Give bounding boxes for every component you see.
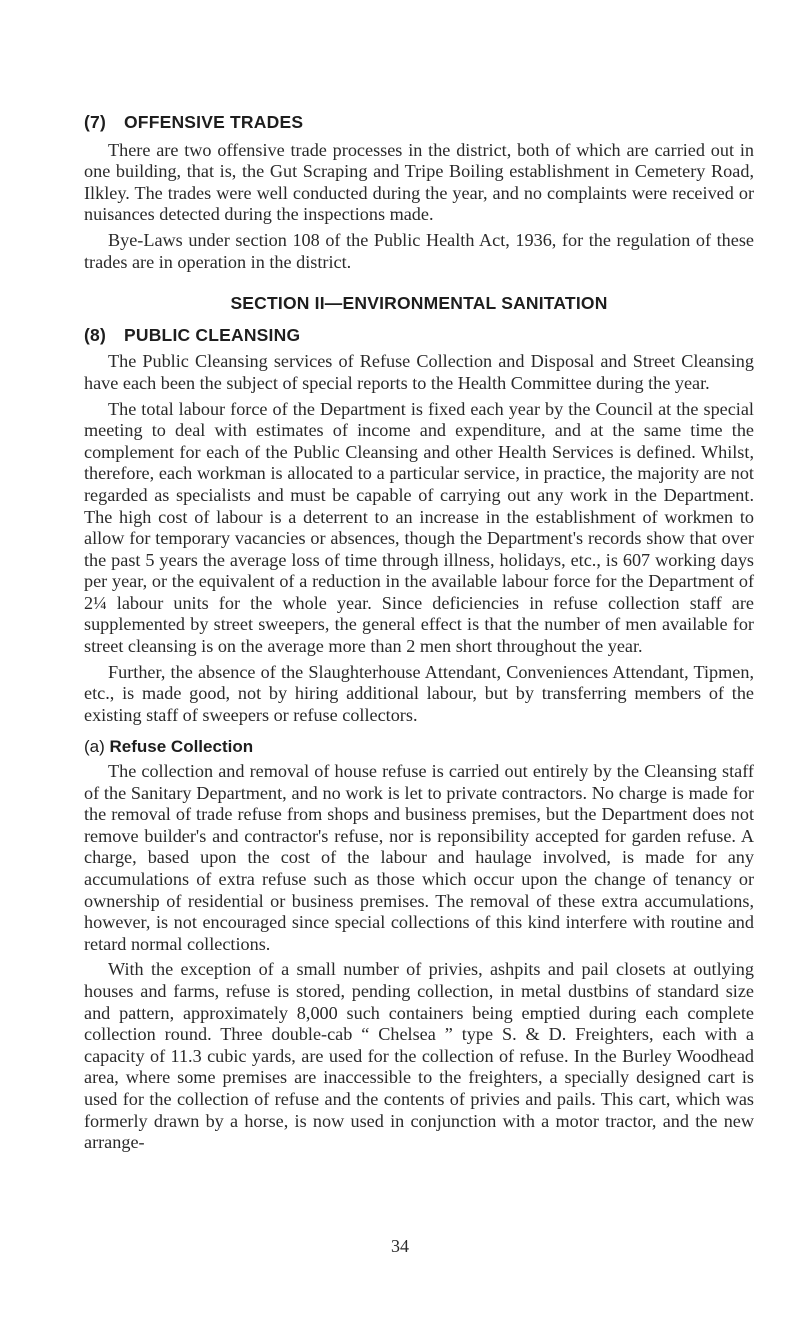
section-ii-heading: SECTION II—ENVIRONMENTAL SANITATION	[230, 293, 608, 314]
section-7-heading	[84, 112, 754, 134]
subsection-title: Refuse Collection	[109, 737, 254, 757]
refuse-collection-heading	[84, 736, 754, 758]
section-8-title: PUBLIC CLEANSING	[124, 324, 301, 345]
page-number: 34	[391, 1236, 409, 1256]
section-8-paragraph: The Public Cleansing services of Refuse Collection and Disposal and Street Cleansing have each been the subject of special reports to the Health Committee during the year.	[84, 351, 754, 393]
refuse-collection-paragraph: The collection and removal of house refuse is carried out entirely by the Cleansing staff of the Sanitary Department, and no work is let to private contractors. No charge is made for the removal of trade refuse from shops and business premises, but the Department does not remove builder's and contractor's refuse, nor is reponsibility accepted for garden refuse. A charge, based upon the cost of the labour and haulage involved, is made for any accumulations of extra refuse such as those which occur upon the change of tenancy or ownership of residential or business premises. The removal of these extra accumulations, however, is not encouraged since special collections of this kind interfere with routine and retard normal collections.	[84, 761, 754, 954]
section-7-paragraph: There are two offensive trade processes in the district, both of which are carried out in one building, that is, the Gut Scraping and Tripe Boiling establishment in Cemetery Road, Ilkley. The trades were well conducted during the year, and no complaints were received or nuisances detected during the inspections made.	[84, 139, 754, 225]
section-7-title: OFFENSIVE TRADES	[124, 112, 304, 132]
section-7-number: (7)	[84, 112, 106, 132]
section-7-paragraph: Bye-Laws under section 108 of the Public Health Act, 1936, for the regulation of these trades are in operation in the district.	[84, 229, 754, 272]
section-8-heading	[84, 325, 754, 347]
subsection-letter: (a)	[84, 737, 105, 757]
section-8-paragraph: Further, the absence of the Slaughterhouse Attendant, Conveniences Attendant, Tipmen, etc., is made good, not by hiring additional labour, but by transferring members of the existing staff of sweepers or refuse collectors.	[84, 661, 754, 725]
section-8-number: (8)	[84, 324, 106, 345]
document-page	[84, 112, 754, 1158]
refuse-collection-paragraph: With the exception of a small number of privies, ashpits and pail closets at outlying houses and farms, refuse is stored, pending collection, in metal dustbins of standard size and pattern, approximately 8,000 such containers being emptied during each complete collection round. Three double-cab “ Chelsea ” type S. & D. Freighters, each with a capacity of 11.3 cubic yards, are used for the collection of refuse. In the Burley Woodhead area, where some premises are inaccessible to the freighters, a specially designed cart is used for the collection of refuse and the contents of privies and pails. This cart, which was formerly drawn by a horse, is now used in conjunction with a motor tractor, and the new arrange-	[84, 959, 754, 1153]
section-8-paragraph: The total labour force of the Department is fixed each year by the Council at the special meeting to deal with estimates of income and expenditure, and at the same time the complement for each of the Public Cleansing and other Health Services is defined. Whilst, therefore, each workman is allocated to a particular service, in practice, the majority are not regarded as specialists and must be capable of carrying out any work in the Department. The high cost of labour is a deterrent to an increase in the establishment of workmen to allow for temporary vacancies or absences, though the Department's records show that over the past 5 years the average loss of time through illness, holidays, etc., is 607 working days per year, or the equivalent of a reduction in the available labour force for the Department of 2¼ labour units for the whole year. Since deficiencies in refuse collection staff are supplemented by street sweepers, the general effect is that the number of men available for street cleansing is on the average more than 2 men short throughout the year.	[84, 398, 754, 657]
